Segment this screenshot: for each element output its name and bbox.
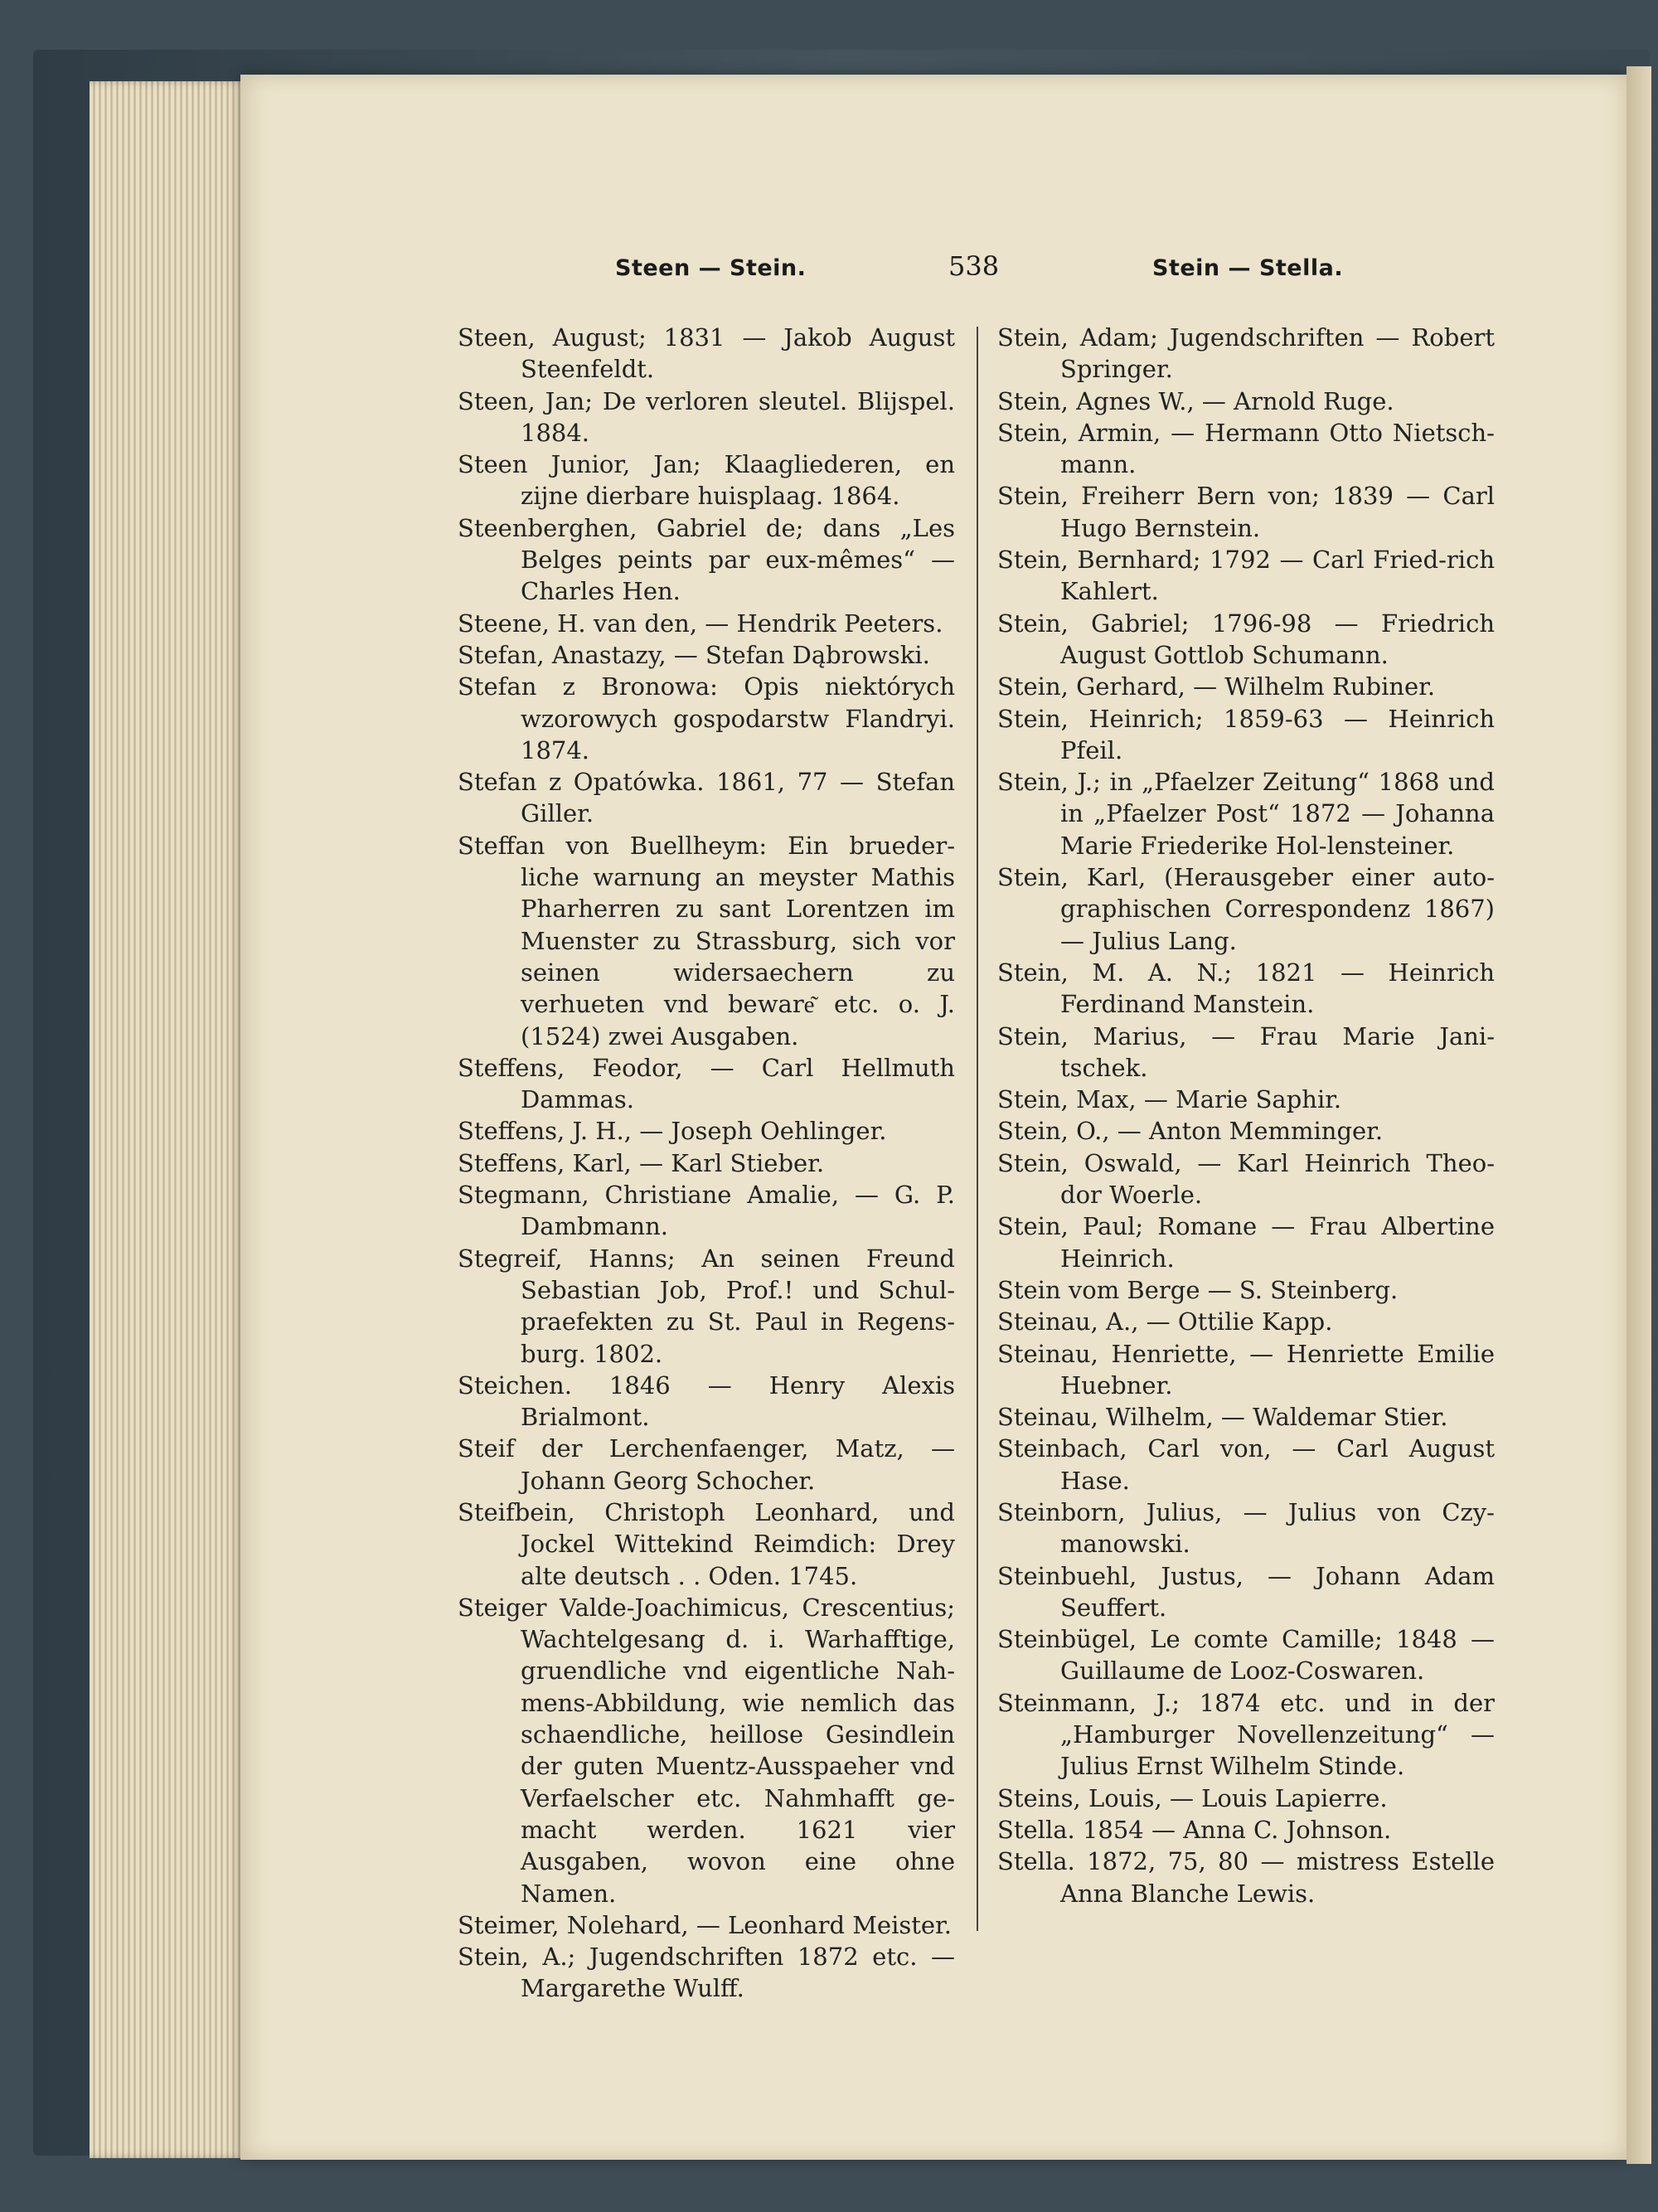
index-entry: Stein, Heinrich; 1859-63 — Heinrich Pfeil. bbox=[997, 704, 1495, 764]
running-head-right: Stein — Stella. bbox=[1152, 255, 1344, 281]
index-entry: Steffens, J. H., — Joseph Oehlinger. bbox=[458, 1117, 887, 1146]
index-entry: Steiger Valde-Joachimicus, Crescentius; Wachtelgesang d. i. Warhafftige, gruendliche vnd eigentliche Nah-mens-Abbildung, wie nemlich das schaendliche, heillose Gesindlein der guten Muentz-Ausspaeher vnd Verfaelscher etc. Nahmhafft ge-macht werden. 1621 vier Ausgaben, wovon eine ohne Namen. bbox=[458, 1593, 955, 1908]
index-entry: Stein, Agnes W., — Arnold Ruge. bbox=[997, 386, 1394, 415]
index-entry: Stein, A.; Jugendschriften 1872 etc. — Margarethe Wulff. bbox=[458, 1943, 955, 2003]
index-entry: Stein, Max, — Marie Saphir. bbox=[997, 1085, 1342, 1114]
index-entry: Steichen. 1846 — Henry Alexis Brialmont. bbox=[458, 1370, 955, 1432]
index-entry: Steifbein, Christoph Leonhard, und Jockel Wittekind Reimdich: Drey alte deutsch . . Oden. 1745. bbox=[458, 1497, 955, 1590]
index-entry: Stein, Gabriel; 1796-98 — Friedrich August Gottlob Schumann. bbox=[997, 609, 1495, 669]
index-entry: Steen, Jan; De verloren sleutel. Blijspel. 1884. bbox=[458, 386, 955, 447]
index-entry: Stein, Armin, — Hermann Otto Nietsch-mann. bbox=[997, 418, 1495, 479]
index-entry: Steins, Louis, — Louis Lapierre. bbox=[997, 1783, 1388, 1812]
index-entry: Steimer, Nolehard, — Leonhard Meister. bbox=[458, 1910, 952, 1939]
page-edge-right bbox=[1626, 66, 1651, 2164]
index-entry: Stein, Freiherr Bern von; 1839 — Carl Hugo Bernstein. bbox=[997, 482, 1495, 542]
right-column bbox=[997, 322, 1495, 1909]
index-entry: Steffens, Karl, — Karl Stieber. bbox=[458, 1148, 825, 1177]
index-entry: Steffens, Feodor, — Carl Hellmuth Dammas. bbox=[458, 1053, 955, 1114]
index-entry: Stegmann, Christiane Amalie, — G. P. Dambmann. bbox=[458, 1181, 955, 1241]
index-entry: Steif der Lerchenfaenger, Matz, — Johann Georg Schocher. bbox=[458, 1434, 955, 1495]
page-edges bbox=[90, 81, 255, 2158]
index-entry: Steinau, A., — Ottilie Kapp. bbox=[997, 1307, 1333, 1336]
index-entry: Steinau, Henriette, — Henriette Emilie Huebner. bbox=[997, 1339, 1495, 1399]
index-entry: Steinbuehl, Justus, — Johann Adam Seuffert. bbox=[997, 1561, 1495, 1622]
index-entry: Steen Junior, Jan; Klaagliederen, en zijne dierbare huisplaag. 1864. bbox=[458, 450, 955, 511]
index-entry: Stein, Karl, (Herausgeber einer auto-graphischen Correspondenz 1867) — Julius Lang. bbox=[997, 863, 1495, 955]
index-entry: Stein, Adam; Jugendschriften — Robert Springer. bbox=[997, 323, 1495, 384]
running-head-left: Steen — Stein. bbox=[615, 255, 807, 281]
index-entry: Stein, Oswald, — Karl Heinrich Theo-dor Woerle. bbox=[997, 1148, 1495, 1210]
index-entry: Stein, Bernhard; 1792 — Carl Fried-rich Kahlert. bbox=[997, 546, 1495, 606]
index-entry: Stella. 1872, 75, 80 — mistress Estelle Anna Blanche Lewis. bbox=[997, 1847, 1495, 1908]
index-entry: Steene, H. van den, — Hendrik Peeters. bbox=[458, 609, 943, 638]
index-entry: Steen, August; 1831 — Jakob August Steenfeldt. bbox=[458, 323, 955, 384]
index-entry: Steenberghen, Gabriel de; dans „Les Belges peints par eux-mêmes“ — Charles Hen. bbox=[458, 513, 955, 606]
index-entry: Stefan z Opatówka. 1861, 77 — Stefan Giller. bbox=[458, 768, 955, 828]
column-divider bbox=[977, 327, 978, 1931]
index-entry: Steinmann, J.; 1874 etc. und in der „Hamburger Novellenzeitung“ — Julius Ernst Wilhelm Stinde. bbox=[997, 1688, 1495, 1781]
index-entry: Stein vom Berge — S. Steinberg. bbox=[997, 1275, 1399, 1304]
index-entry: Stein, M. A. N.; 1821 — Heinrich Ferdinand Manstein. bbox=[997, 958, 1495, 1019]
index-entry: Steinbügel, Le comte Camille; 1848 — Guillaume de Looz-Coswaren. bbox=[997, 1625, 1495, 1686]
index-entry: Stein, O., — Anton Memminger. bbox=[997, 1117, 1384, 1146]
index-entry: Steinborn, Julius, — Julius von Czy-manowski. bbox=[997, 1497, 1495, 1559]
index-entry: Stefan, Anastazy, — Stefan Dąbrowski. bbox=[458, 640, 930, 669]
index-entry: Steffan von Buellheym: Ein brueder-liche warnung an meyster Mathis Pharherren zu sant Lorentzen im Muenster zu Strassburg, sich vor seinen widersaechern zu verhueten vnd beware͂ etc. o. J. (1524) zwei Ausgaben. bbox=[458, 831, 955, 1050]
index-entry: Stein, Gerhard, — Wilhelm Rubiner. bbox=[997, 672, 1436, 701]
index-entry: Stein, Marius, — Frau Marie Jani-tschek. bbox=[997, 1021, 1495, 1082]
index-entry: Steinau, Wilhelm, — Waldemar Stier. bbox=[997, 1403, 1448, 1432]
index-entry: Steinbach, Carl von, — Carl August Hase. bbox=[997, 1434, 1495, 1495]
index-entry: Stella. 1854 — Anna C. Johnson. bbox=[997, 1815, 1392, 1844]
page-number: 538 bbox=[948, 250, 1000, 282]
index-entry: Stegreif, Hanns; An seinen Freund Sebastian Job, Prof.! und Schul-praefekten zu St. Paul in Regens-burg. 1802. bbox=[458, 1244, 955, 1368]
index-entry: Stein, J.; in „Pfaelzer Zeitung“ 1868 und in „Pfaelzer Post“ 1872 — Johanna Marie Friederike Hol-lensteiner. bbox=[997, 768, 1495, 860]
index-entry: Stein, Paul; Romane — Frau Albertine Heinrich. bbox=[997, 1212, 1495, 1273]
index-entry: Stefan z Bronowa: Opis niektórych wzorowych gospodarstw Flandryi. 1874. bbox=[458, 672, 955, 764]
left-column bbox=[458, 322, 955, 2005]
